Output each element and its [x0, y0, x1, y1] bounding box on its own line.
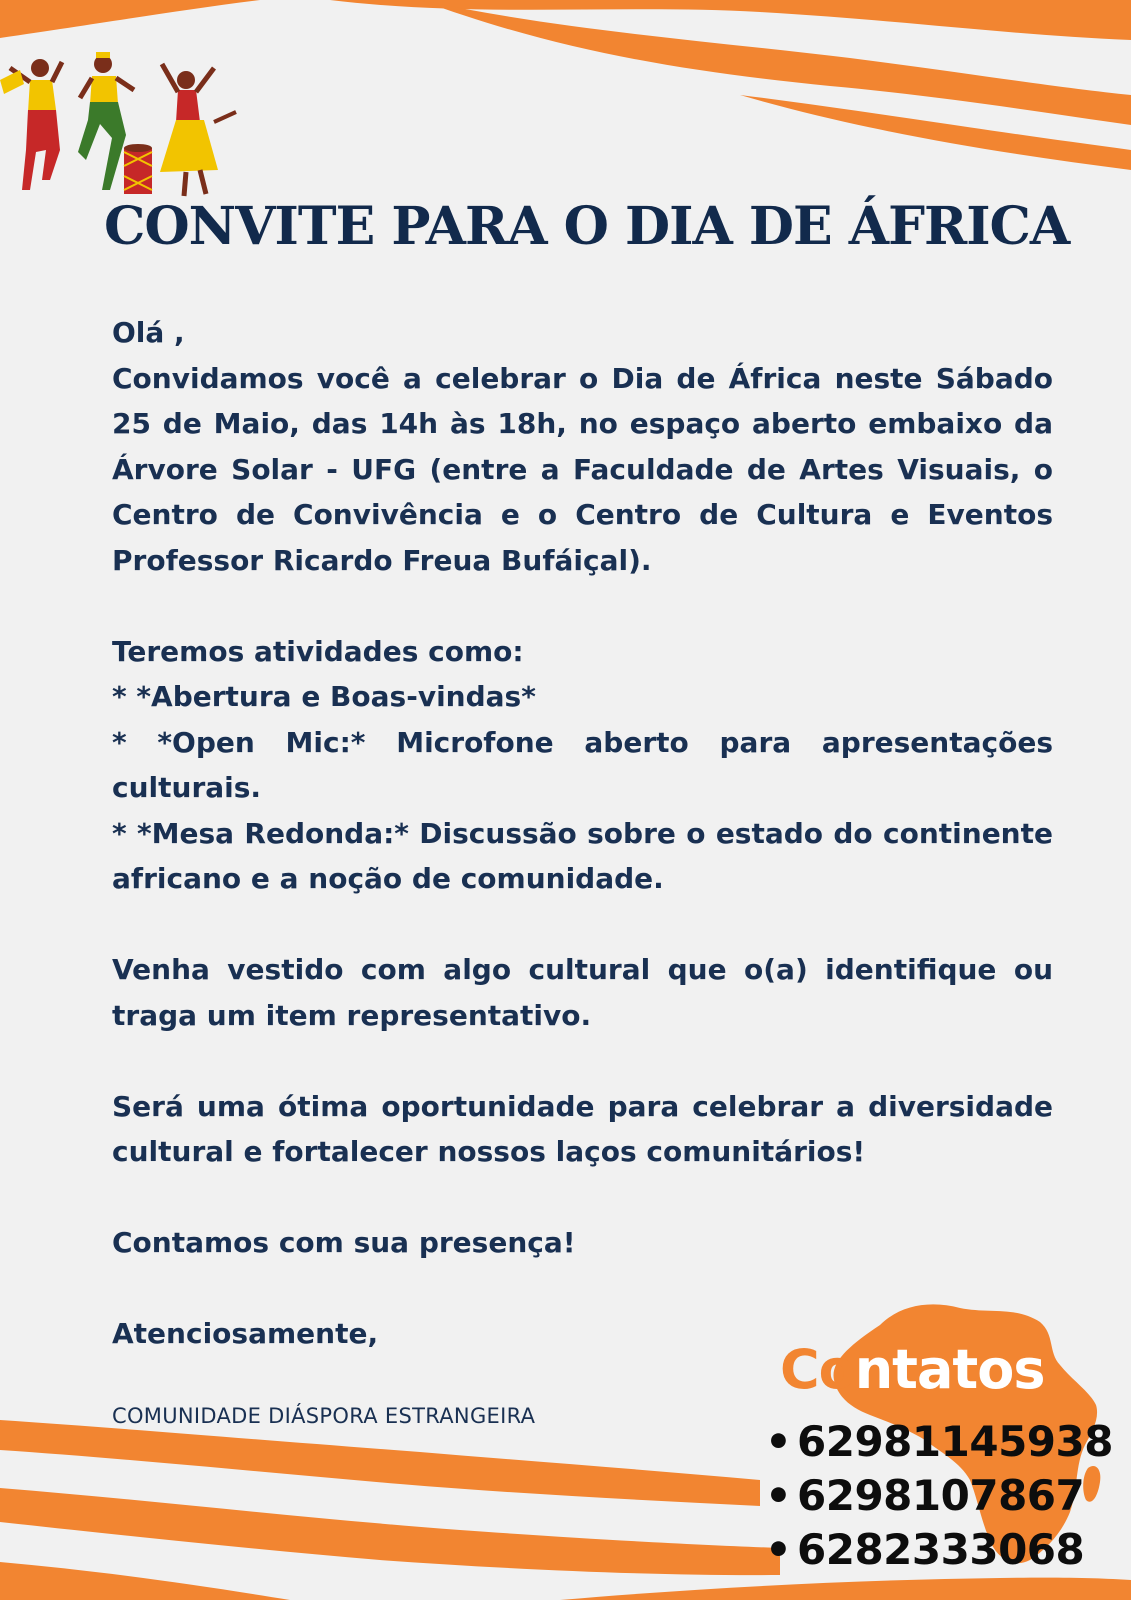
activities-intro: Teremos atividades como: [112, 634, 524, 668]
contact-phone [765, 1523, 1113, 1577]
drum [124, 144, 152, 194]
activity-item: * *Open Mic:* Microfone aberto para apresentações culturais. [112, 725, 1053, 804]
activity-item: * *Abertura e Boas-vindas* [112, 680, 536, 713]
contact-phone [765, 1415, 1113, 1469]
dancer-left [0, 59, 62, 190]
contacts-list [765, 1415, 1113, 1577]
dancer-right [160, 64, 236, 196]
contact-phone [765, 1469, 1113, 1523]
invitation-title: CONVITE PARA O DIA DE ÁFRICA [104, 196, 1070, 257]
contacts-title-part2: ntatos [854, 1338, 1045, 1401]
bullet-icon: • [765, 1417, 792, 1466]
presence-note: Contamos com sua presença! [112, 1226, 576, 1259]
top-wave-3 [0, 0, 260, 38]
dress-note: Venha vestido com algo cultural que o(a) identifique ou traga um item representativo. [112, 953, 1053, 1032]
organization-name: COMUNIDADE DIÁSPORA ESTRANGEIRA [112, 1404, 536, 1428]
phone-number: 6298107867 [797, 1471, 1085, 1520]
closing-note: Será uma ótima oportunidade para celebrar a diversidade cultural e fortalecer nossos laços comunitários! [112, 1089, 1053, 1168]
phone-number: 62981145938 [797, 1417, 1113, 1466]
bottom-wave-4 [560, 1578, 1131, 1600]
activity-item: * *Mesa Redonda:* Discussão sobre o estado do continente africano e a noção de comunidade. [112, 816, 1053, 895]
contacts-title [780, 1340, 1044, 1400]
bottom-wave-3 [0, 1562, 290, 1600]
bullet-icon: • [765, 1471, 792, 1520]
bullet-icon: • [765, 1525, 792, 1574]
dancers-illustration [0, 40, 250, 215]
phone-number: 6282333068 [797, 1525, 1085, 1574]
contacts-title-part1: Co [780, 1338, 855, 1401]
invitation-body [112, 310, 1053, 1357]
greeting: Olá , [112, 316, 185, 349]
bottom-wave-1 [0, 1420, 760, 1506]
top-wave-1 [330, 0, 1131, 40]
signoff: Atenciosamente, [112, 1317, 379, 1350]
invitation-paragraph: Convidamos você a celebrar o Dia de África neste Sábado 25 de Maio, das 14h às 18h, no espaço aberto embaixo da Árvore Solar - UFG (entre a Faculdade de Artes Visuais, o Centro de Convivência e o Centro de Cultura e Eventos Professor Ricardo Freua Bufáiçal). [112, 361, 1053, 577]
